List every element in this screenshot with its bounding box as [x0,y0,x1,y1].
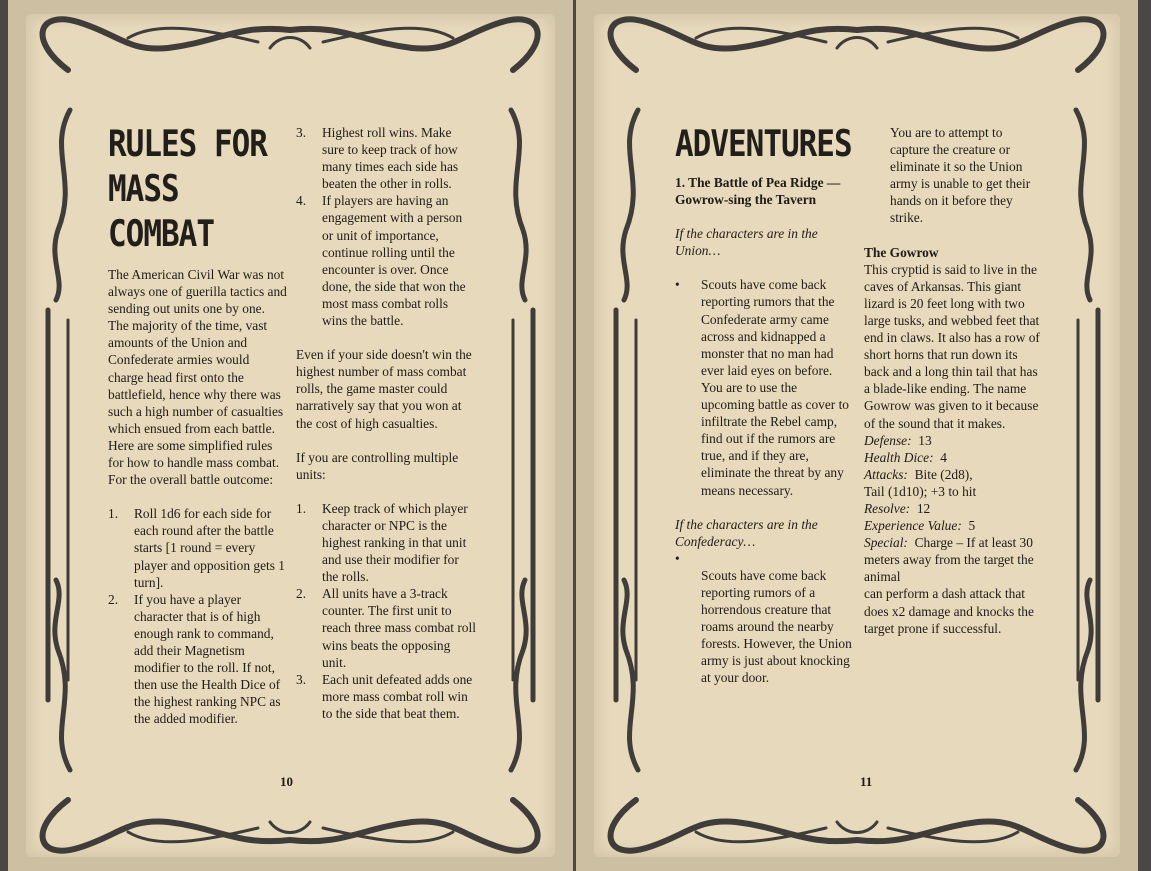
list-number: 1. [296,500,307,516]
list-text: All units have a 3-track counter. The first unit to reach three mass combat roll wins beats the opposing unit. [322,586,476,670]
page-number: 11 [860,774,873,789]
bullet-icon: • [675,277,680,293]
confederacy-heading: If the characters are in the Confederacy… [675,516,818,549]
stat-value: 12 [916,500,931,516]
list-text: Highest roll wins. Make sure to keep track of how many times each side has beaten the other in rolls. [322,125,459,192]
page-title [108,122,288,257]
list-text: Scouts have come back reporting rumors of a horrendous creature that roams around the nearby forests. However, the Union army is just about knocking at your door. [701,567,852,686]
multi-unit-rules-list [296,500,476,722]
confederacy-continued: You are to attempt to capture the creature or eliminate it so the Union army is unable to get their hands on it before they strike. [890,125,1031,226]
left-column-1 [108,122,288,727]
list-item [675,550,853,687]
list-number: 2. [108,591,119,607]
stat-label: Health Dice: [864,449,934,465]
stat-label: Defense: [864,432,912,448]
list-item [296,671,476,722]
stat-label: Experience Value: [864,518,962,534]
stat-health [864,449,1044,466]
list-number: 2. [296,586,307,602]
page-right [576,0,1138,871]
list-number: 1. [108,506,119,522]
stat-experience [864,517,1044,534]
stat-special-continued: can perform a dash attack that does x2 damage and knocks the target prone if successful. [864,586,1034,636]
outcome-rules-list [108,505,288,727]
stat-value: 4 [940,449,947,465]
list-text: Each unit defeated adds one more mass combat roll win to the side that beat them. [322,671,473,721]
multi-unit-heading: If you are controlling multiple units: [296,449,459,482]
stat-label: Attacks: [864,466,908,482]
list-item [296,585,476,670]
list-number: 3. [296,671,307,687]
list-item [296,192,476,329]
bullet-icon: • [675,550,680,566]
list-item [296,500,476,585]
intro-paragraph: The American Civil War was not always one of guerilla tactics and sending out units one by one. The majority of the time, vast amounts of the Union and Confederate armies would charge head first onto the battlefield, hence why there was such a high number of casualties which ensued from each battle. Here are some simplified rules for how to handle mass combat. [108,267,287,471]
stat-value: Charge – If at least 30 meters away from the target the animal [864,535,1034,585]
union-heading: If the characters are in the Union… [675,226,818,259]
list-item [296,124,476,192]
list-text: If players are having an engagement with a person or unit of importance, continue rolling until the encounter is over. Once done, the side that won the most mass combat rolls wins the battle. [322,193,466,329]
creature-description: This cryptid is said to live in the caves of Arkansas. This giant lizard is 20 feet long with two large tusks, and webbed feet that end in claws. It also has a row of short horns that run down its back and a long thin tail that has a blade-like ending. The name Gowrow was given to it because of the sound that it makes. [864,261,1040,431]
list-text: Roll 1d6 for each side for each round after the battle starts [1 round = every player and opposition gets 1 turn]. [134,506,285,590]
stat-value: Bite (2d8), [914,466,973,482]
stat-resolve [864,500,1044,517]
stat-defense [864,432,1044,449]
list-item [675,276,853,498]
list-item [108,591,288,728]
title-line-1: RULES FOR [108,123,267,166]
stat-special [864,534,1044,585]
narrative-paragraph: Even if your side doesn't win the highest number of mass combat rolls, the game master could narratively say that you won at the cost of high casualties. [296,347,472,431]
page-number: 10 [280,774,293,789]
adventure-title: 1. The Battle of Pea Ridge — Gowrow-sing the Tavern [675,175,841,208]
outcome-rules-list-continued [296,124,476,329]
list-item [108,505,288,590]
outcome-heading: For the overall battle outcome: [108,472,274,488]
page-left [8,0,573,871]
left-column-2 [296,124,476,722]
stat-attacks-continued: Tail (1d10); +3 to hit [864,483,977,499]
stat-attacks [864,466,1044,483]
list-text: Keep track of which player character or NPC is the highest ranking in that unit and use their modifier for the rolls. [322,500,468,585]
title-line-2: MASS COMBAT [108,168,214,256]
stat-value: 5 [968,518,976,534]
right-column-1 [675,122,853,686]
list-text: Scouts have come back reporting rumors that the Confederate army came across and kidnapped a monster that no man had ever laid eyes on before. You are to use the upcoming battle as cover to infiltrate the Rebel camp, find out if the rumors are true, and if they are, eliminate the threat by any means necessary. [701,277,849,498]
creature-name: The Gowrow [864,244,939,260]
right-column-2 [864,124,1044,637]
list-number: 4. [296,193,307,209]
stat-label: Resolve: [864,500,911,516]
page-title: ADVENTURES [675,123,852,166]
list-text: If you have a player character that is of high enough rank to command, add their Magnetism modifier to the roll. If not, then use the Health Dice of the highest ranking NPC as the added modifier. [134,591,281,727]
list-number: 3. [296,125,307,140]
stat-value: 13 [918,432,932,448]
stat-label: Special: [864,535,908,551]
